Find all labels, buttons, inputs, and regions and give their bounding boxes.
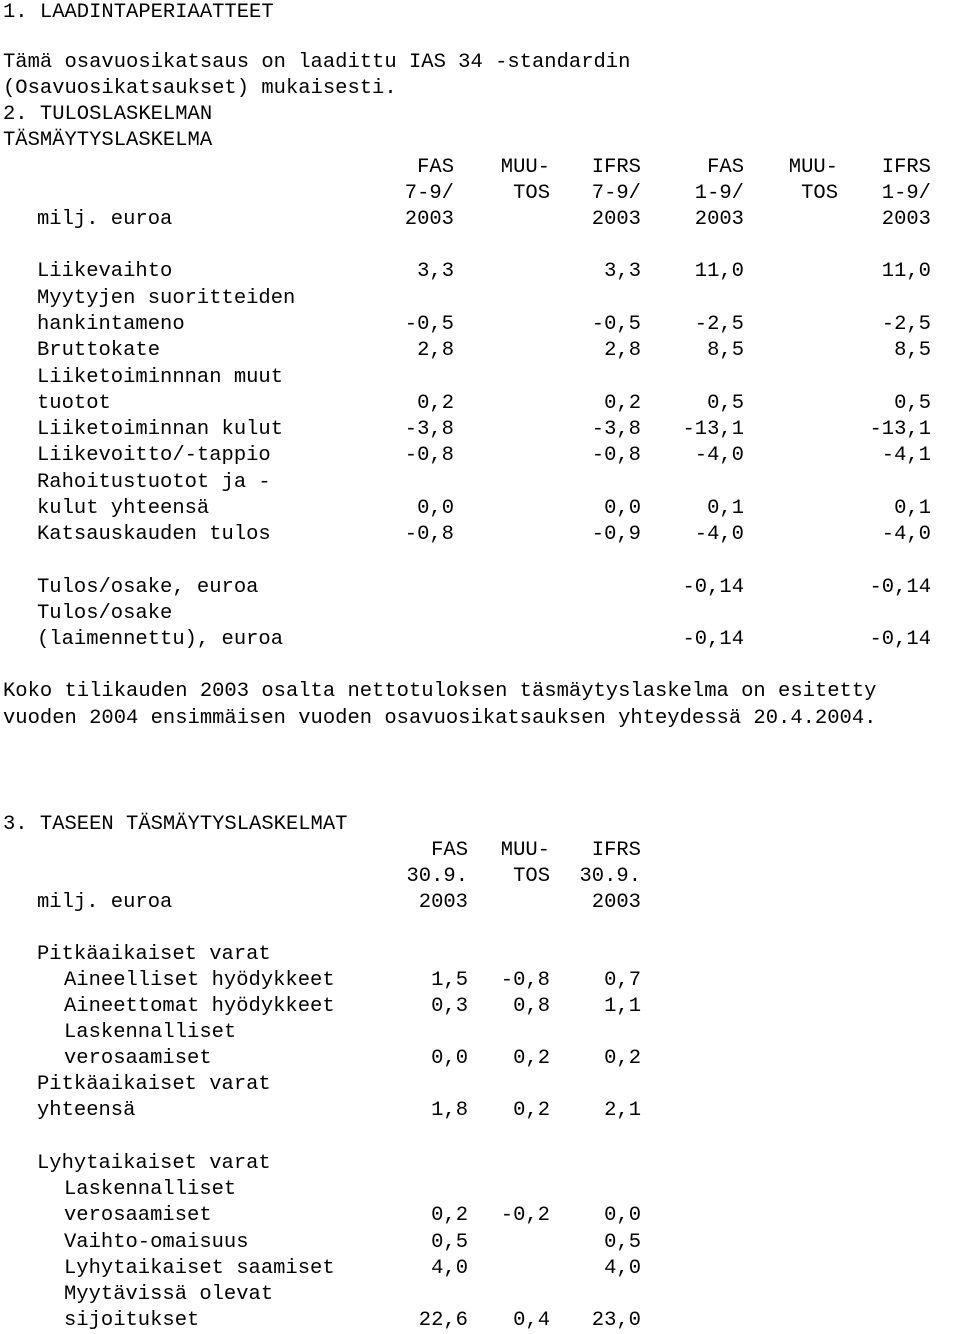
row-label-line-2: hankintameno: [37, 313, 185, 336]
cell-muutos: 0,8: [513, 995, 550, 1018]
cell-ifrs-ytd: 8,5: [894, 339, 931, 362]
row-label: Tulos/osake, euroa: [37, 576, 259, 599]
row-label: Liikevoitto/-tappio: [37, 444, 271, 467]
cell-fas: 0,5: [431, 1231, 468, 1254]
cell-fas: 0,2: [431, 1204, 468, 1227]
row-label: Liiketoiminnan kulut: [37, 418, 284, 441]
row-label-line-2: sijoitukset: [64, 1309, 200, 1332]
header-fas-q3-line-2: 7-9/: [404, 182, 454, 205]
header-ifrs-ytd-line-3: 2003: [881, 208, 931, 231]
cell-ifrs-q3: -0,9: [591, 523, 641, 546]
header-ifrs-line-2: 30.9.: [579, 865, 641, 888]
cell-muutos: 0,2: [513, 1099, 550, 1122]
row-label: Aineettomat hyödykkeet: [64, 995, 335, 1018]
header-muutos-line-2: TOS: [513, 865, 550, 888]
cell-fas-ytd: 8,5: [707, 339, 744, 362]
row-label-line-2: yhteensä: [37, 1099, 136, 1122]
header-ifrs-line-3: 2003: [591, 891, 641, 914]
cell-ifrs: 0,7: [604, 969, 641, 992]
row-label: Bruttokate: [37, 339, 161, 362]
cell-ifrs-ytd: -4,1: [881, 444, 931, 467]
cell-ifrs-q3: -3,8: [591, 418, 641, 441]
header-fas-q3-line-3: 2003: [404, 208, 454, 231]
cell-fas: 1,5: [431, 969, 468, 992]
header-ifrs-ytd-line-1: IFRS: [881, 156, 931, 179]
row-label-line-1: Myytävissä olevat: [64, 1283, 274, 1306]
cell-fas-ytd: -13,1: [682, 418, 744, 441]
cell-fas: 0,3: [431, 995, 468, 1018]
row-label: Aineelliset hyödykkeet: [64, 969, 335, 992]
cell-fas-ytd: -2,5: [694, 313, 744, 336]
cell-ifrs: 1,1: [604, 995, 641, 1018]
cell-ifrs-ytd: -4,0: [881, 523, 931, 546]
header-ifrs-line-1: IFRS: [591, 839, 641, 862]
cell-fas-ytd: -4,0: [694, 444, 744, 467]
cell-muutos: 0,4: [513, 1309, 550, 1332]
section-2-title-line-1: 2. TULOSLASKELMAN: [3, 103, 213, 126]
cell-ifrs-q3: -0,5: [591, 313, 641, 336]
cell-ifrs: 4,0: [604, 1257, 641, 1280]
header-ifrs-q3-line-3: 2003: [591, 208, 641, 231]
cell-fas-q3: -0,8: [404, 523, 454, 546]
row-label-line-2: (laimennettu), euroa: [37, 628, 284, 651]
header-muutos-ytd-line-1: MUU-: [788, 156, 838, 179]
cell-ifrs-ytd: -2,5: [881, 313, 931, 336]
cell-fas-ytd: 11,0: [694, 260, 744, 283]
header-ifrs-q3-line-2: 7-9/: [591, 182, 641, 205]
current-assets-heading: Lyhytaikaiset varat: [37, 1152, 271, 1175]
cell-fas-ytd: 0,5: [707, 392, 744, 415]
cell-ifrs: 2,1: [604, 1099, 641, 1122]
section-3-title: 3. TASEEN TÄSMÄYTYSLASKELMAT: [3, 813, 348, 836]
cell-fas: 0,0: [431, 1047, 468, 1070]
header-fas-q3-line-1: FAS: [417, 156, 454, 179]
row-label-line-2: tuotot: [37, 392, 111, 415]
header-fas-ytd-line-1: FAS: [707, 156, 744, 179]
header-ifrs-ytd-line-2: 1-9/: [881, 182, 931, 205]
section-1-title: 1. LAADINTAPERIAATTEET: [3, 1, 274, 24]
cell-ifrs-q3: -0,8: [591, 444, 641, 467]
header-fas-line-2: 30.9.: [406, 865, 468, 888]
cell-ifrs-ytd: 0,1: [894, 497, 931, 520]
income-unit-label: milj. euroa: [37, 208, 173, 231]
cell-ifrs-ytd: 11,0: [881, 260, 931, 283]
header-muutos-ytd-line-2: TOS: [801, 182, 838, 205]
cell-fas-q3: 0,0: [417, 497, 454, 520]
cell-ifrs-q3: 0,2: [604, 392, 641, 415]
balance-unit-label: milj. euroa: [37, 891, 173, 914]
cell-muutos: 0,2: [513, 1047, 550, 1070]
cell-ifrs: 0,0: [604, 1204, 641, 1227]
cell-fas: 4,0: [431, 1257, 468, 1280]
cell-ifrs-ytd: -0,14: [869, 576, 931, 599]
row-label-line-1: Liiketoiminnnan muut: [37, 366, 284, 389]
header-ifrs-q3-line-1: IFRS: [591, 156, 641, 179]
row-label-line-1: Rahoitustuotot ja -: [37, 471, 271, 494]
section-1-text-line-2: (Osavuosikatsaukset) mukaisesti.: [3, 77, 397, 100]
cell-ifrs-ytd: -13,1: [869, 418, 931, 441]
reconciliation-note: Koko tilikauden 2003 osalta nettotuloksen täsmäytyslaskelma on esitetty vuoden 2004 ensimmäisen vuoden osavuosikatsauksen yhteydessä 20.4.2004.: [3, 680, 877, 730]
header-fas-ytd-line-2: 1-9/: [694, 182, 744, 205]
row-label: Lyhytaikaiset saamiset: [64, 1257, 335, 1280]
row-label: Vaihto-omaisuus: [64, 1231, 249, 1254]
row-label-line-1: Myytyjen suoritteiden: [37, 287, 296, 310]
cell-fas: 22,6: [418, 1309, 468, 1332]
row-label-line-2: verosaamiset: [64, 1204, 212, 1227]
cell-ifrs-ytd: -0,14: [869, 628, 931, 651]
header-fas-line-1: FAS: [431, 839, 468, 862]
row-label-line-1: Pitkäaikaiset varat: [37, 1073, 271, 1096]
cell-fas-q3: 2,8: [417, 339, 454, 362]
row-label-line-1: Laskennalliset: [64, 1178, 237, 1201]
cell-fas-q3: -0,5: [404, 313, 454, 336]
header-muutos-q3-line-2: TOS: [513, 182, 550, 205]
row-label-line-2: kulut yhteensä: [37, 497, 210, 520]
cell-ifrs-q3: 0,0: [604, 497, 641, 520]
cell-muutos: -0,2: [500, 1204, 550, 1227]
cell-ifrs: 0,5: [604, 1231, 641, 1254]
cell-fas-ytd: 0,1: [707, 497, 744, 520]
cell-fas-ytd: -0,14: [682, 576, 744, 599]
header-fas-line-3: 2003: [418, 891, 468, 914]
row-label: Katsauskauden tulos: [37, 523, 271, 546]
section-1-text-line-1: Tämä osavuosikatsaus on laadittu IAS 34 -standardin: [3, 51, 631, 74]
non-current-assets-heading: Pitkäaikaiset varat: [37, 943, 271, 966]
cell-ifrs-q3: 2,8: [604, 339, 641, 362]
header-muutos-q3-line-1: MUU-: [500, 156, 550, 179]
cell-muutos: -0,8: [500, 969, 550, 992]
cell-fas-q3: -3,8: [404, 418, 454, 441]
row-label-line-1: Laskennalliset: [64, 1021, 237, 1044]
cell-fas-q3: 3,3: [417, 260, 454, 283]
cell-fas-q3: 0,2: [417, 392, 454, 415]
section-2-title-line-2: TÄSMÄYTYSLASKELMA: [3, 129, 213, 152]
header-muutos-line-1: MUU-: [500, 839, 550, 862]
row-label-line-2: verosaamiset: [64, 1047, 212, 1070]
cell-ifrs-q3: 3,3: [604, 260, 641, 283]
cell-ifrs: 0,2: [604, 1047, 641, 1070]
header-fas-ytd-line-3: 2003: [694, 208, 744, 231]
cell-fas-ytd: -4,0: [694, 523, 744, 546]
cell-ifrs: 23,0: [591, 1309, 641, 1332]
cell-ifrs-ytd: 0,5: [894, 392, 931, 415]
cell-fas: 1,8: [431, 1099, 468, 1122]
row-label-line-1: Tulos/osake: [37, 602, 173, 625]
row-label: Liikevaihto: [37, 260, 173, 283]
cell-fas-q3: -0,8: [404, 444, 454, 467]
cell-fas-ytd: -0,14: [682, 628, 744, 651]
